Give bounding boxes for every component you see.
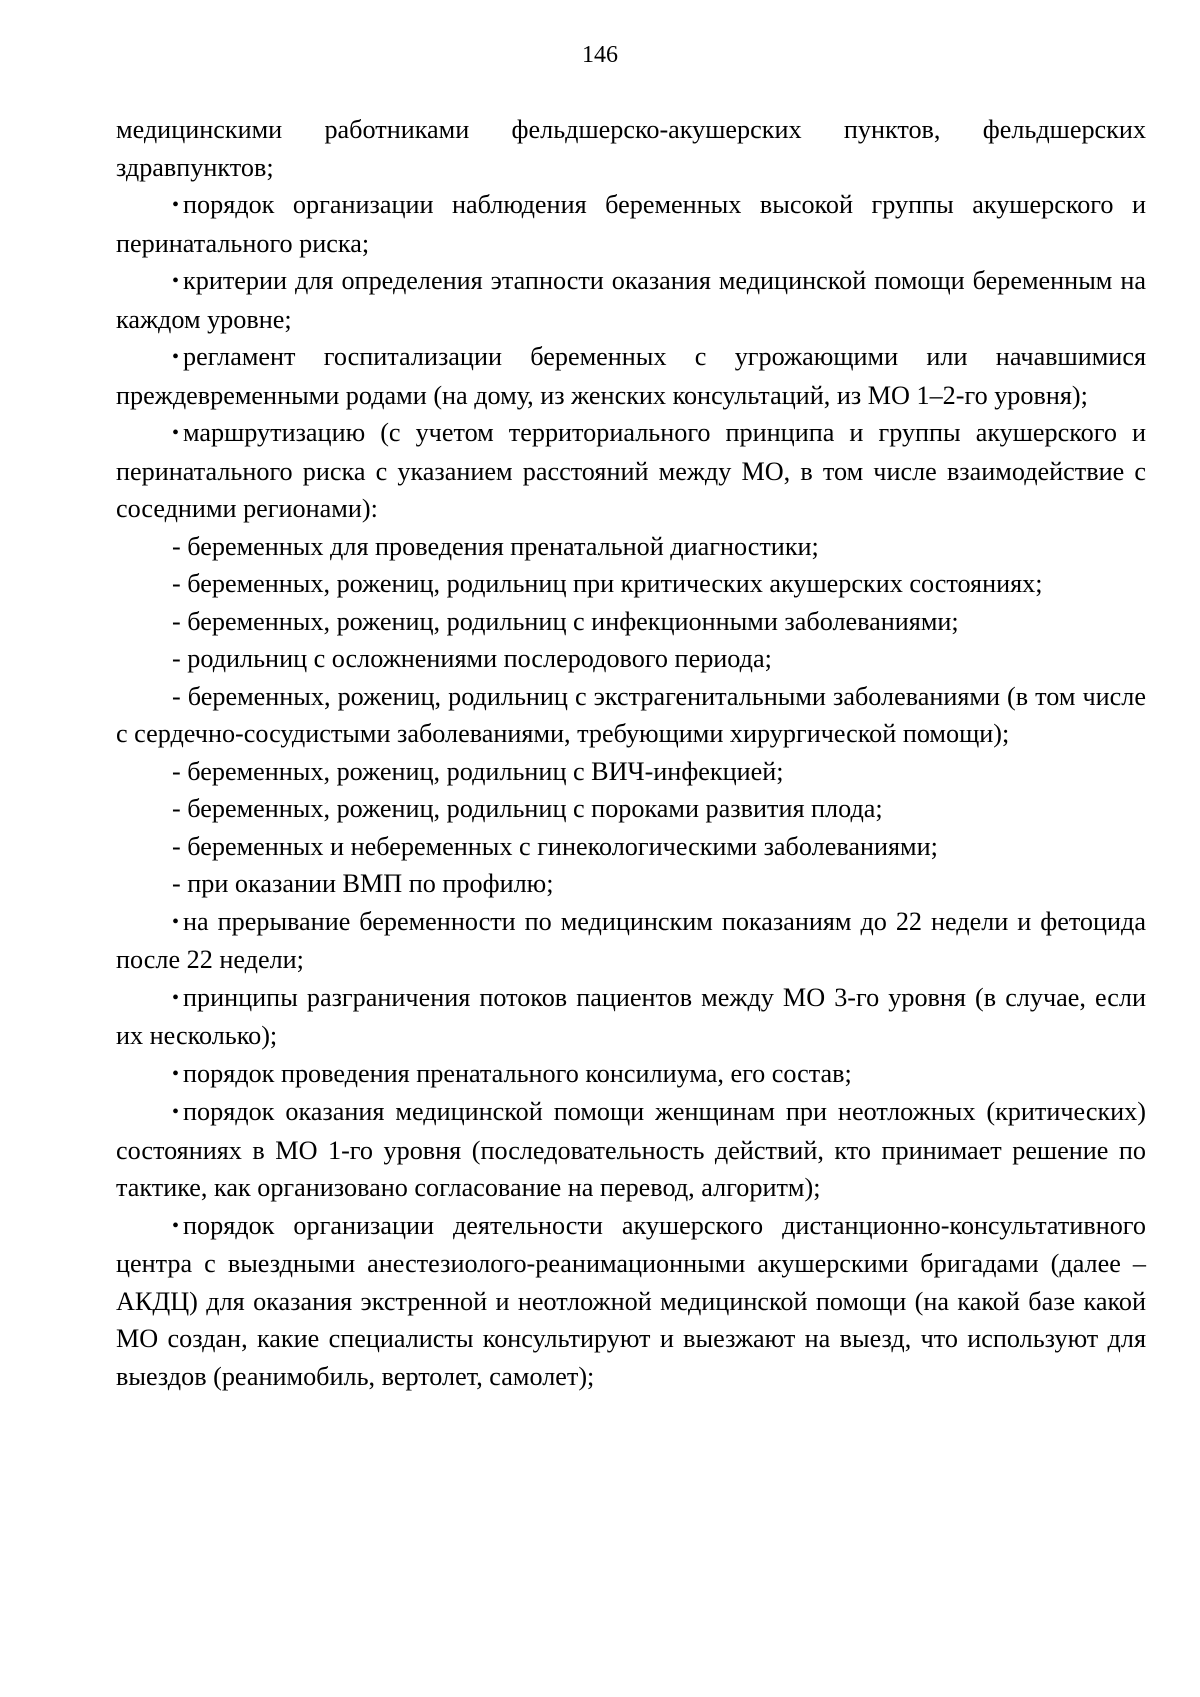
bullet-text: принципы разграничения потоков пациентов между МО 3-го уровня (в случае, если их несколько);: [116, 982, 1146, 1050]
bullet-text: порядок организации деятельности акушерского дистанционно-консультативного центра с выездными анестезиолого-реанимационными акушерскими бригадами (далее – АКДЦ) для оказания экстренной и неотложной медицинской помощи (на какой базе какой МО создан, какие специалисты консультируют и выезжают на выезд, что используют для выездов (реанимобиль, вертолет, самолет);: [116, 1210, 1146, 1391]
dash-item: - родильниц с осложнениями послеродового периода;: [172, 644, 772, 673]
bullet-item: [116, 186, 1146, 262]
bullet-item: [116, 338, 1146, 414]
bullet-text: порядок организации наблюдения беременных высокой группы акушерского и перинатального риска;: [116, 190, 1146, 258]
bullet-icon: •: [172, 270, 180, 292]
bullet-text: порядок оказания медицинской помощи женщинам при неотложных (критических) состояниях в МО 1-го уровня (последовательность действий, кто принимает решение по тактике, как организовано согласование на перевод, алгоритм);: [116, 1097, 1146, 1202]
bullet-item: [116, 414, 1146, 528]
bullet-item: [116, 903, 1146, 979]
bullet-icon: •: [172, 910, 180, 933]
dash-item: - при оказании ВМП по профилю;: [172, 869, 554, 898]
intro-paragraph: медицинскими работниками фельдшерско-акушерских пунктов, фельдшерских здравпунктов;: [116, 115, 1146, 182]
bullet-item: [116, 262, 1146, 338]
bullet-text: маршрутизацию (с учетом территориального принципа и группы акушерского и перинатального риска с указанием расстояний между МО, в том числе взаимодействие с соседними регионами):: [116, 418, 1146, 523]
bullet-text: порядок проведения пренатального консилиума, его состав;: [183, 1058, 852, 1088]
dash-item: - беременных, рожениц, родильниц с пороками развития плода;: [172, 794, 883, 823]
bullet-text: на прерывание беременности по медицинским показаниям до 22 недели и фетоцида после 22 недели;: [116, 906, 1146, 974]
bullet-icon: •: [172, 1062, 180, 1085]
bullet-text: регламент госпитализации беременных с угрожающими или начавшимися преждевременными родами (на дому, из женских консультаций, из МО 1–2-го уровня);: [116, 342, 1146, 410]
page-number: 146: [582, 42, 618, 68]
dash-item: - беременных, рожениц, родильниц с инфекционными заболеваниями;: [172, 606, 959, 636]
dash-item: - беременных и небеременных с гинекологическими заболеваниями;: [172, 831, 938, 861]
bullet-icon: •: [172, 1214, 180, 1237]
document-body: [116, 111, 1146, 1395]
dash-item: - беременных, рожениц, родильниц с ВИЧ-инфекцией;: [172, 756, 784, 786]
bullet-item: [116, 1207, 1146, 1396]
bullet-icon: •: [172, 346, 180, 368]
bullet-icon: •: [172, 1101, 180, 1123]
bullet-text: критерии для определения этапности оказания медицинской помощи беременным на каждом уровне;: [116, 266, 1146, 334]
bullet-item: [116, 1055, 1146, 1094]
bullet-item: [116, 979, 1146, 1055]
bullet-icon: •: [172, 986, 180, 1009]
bullet-icon: •: [172, 422, 180, 444]
dash-item: - беременных для проведения пренатальной диагностики;: [172, 531, 819, 561]
dash-item: - беременных, рожениц, родильниц с экстрагенитальными заболеваниями (в том числе с сердечно-сосудистыми заболеваниями, требующими хирургической помощи);: [116, 681, 1146, 748]
bullet-icon: •: [172, 194, 180, 216]
dash-item: - беременных, рожениц, родильниц при критических акушерских состояниях;: [172, 569, 1043, 598]
bullet-item: [116, 1093, 1146, 1207]
